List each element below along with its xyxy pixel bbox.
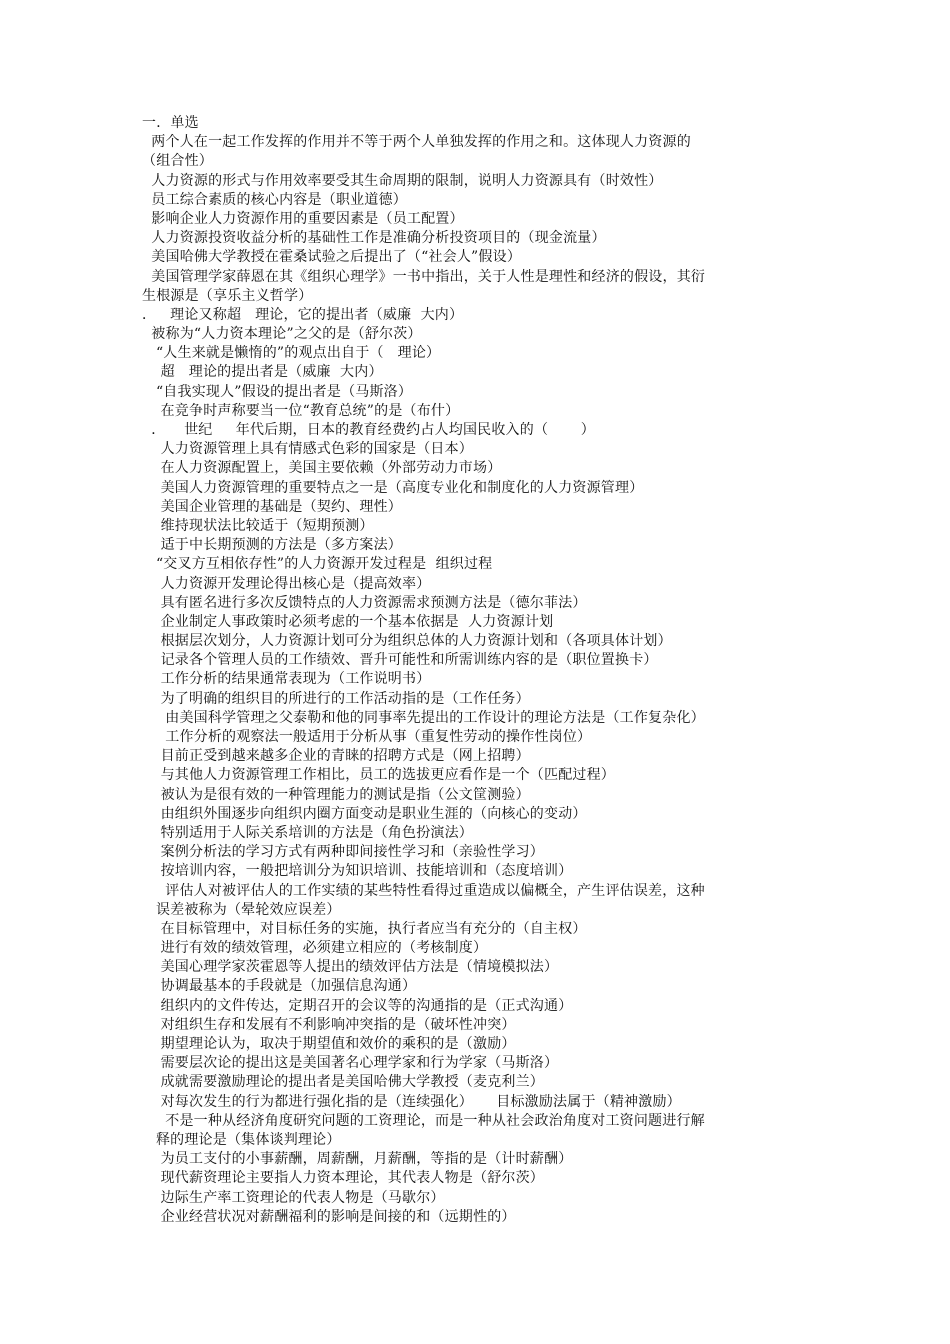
question-line: 边际生产率工资理论的代表人物是（马歇尔） (142, 1189, 445, 1206)
question-line: 协调最基本的手段就是（加强信息沟通） (142, 978, 417, 995)
question-line: 记录各个管理人员的工作绩效、晋升可能性和所需训练内容的是（职位置换卡） (142, 652, 658, 669)
question-line: 现代薪资理论主要指人力资本理论，其代表人物是（舒尔茨） (142, 1170, 544, 1187)
question-line: 适于中长期预测的方法是（多方案法） (142, 537, 402, 554)
question-line: 由组织外围逐步向组织内圈方面变动是职业生涯的（向核心的变动） (142, 805, 587, 822)
question-line: 在目标管理中，对目标任务的实施，执行者应当有充分的（自主权） (142, 920, 587, 937)
question-line: 超 理论的提出者是（威廉 大内） (142, 364, 383, 381)
question-line: 具有匿名进行多次反馈特点的人力资源需求预测方法是（德尔菲法） (142, 594, 587, 611)
question-line: 在人力资源配置上，美国主要依赖（外部劳动力市场） (142, 460, 502, 477)
section-heading: 一．单选 (142, 115, 199, 131)
question-line: 需要层次论的提出这是美国著名心理学家和行为学家（马斯洛） (142, 1055, 559, 1072)
question-line: 评估人对被评估人的工作实绩的某些特性看得过重造成以偏概全，产生评估误差，这种 (142, 882, 705, 899)
question-line: 对组织生存和发展有不利影响冲突指的是（破坏性冲突） (142, 1016, 516, 1033)
question-line: ． 世纪 年代后期，日本的教育经费约占人均国民收入的（ ） (142, 422, 595, 438)
question-line: （组合性） (142, 153, 213, 170)
question-line: 与其他人力资源管理工作相比，员工的选拔更应看作是一个（匹配过程） (142, 767, 615, 784)
question-line: 人力资源的形式与作用效率要受其生命周期的限制，说明人力资源具有（时效性） (142, 172, 663, 189)
question-line: 按培训内容，一般把培训分为知识培训、技能培训和（态度培训） (142, 863, 573, 880)
question-line: 不是一种从经济角度研究问题的工资理论，而是一种从社会政治角度对工资问题进行解 (142, 1112, 705, 1129)
question-line: 在竞争时声称要当一位“教育总统”的是（布什） (142, 402, 460, 419)
question-line: 维持现状法比较适于（短期预测） (142, 517, 374, 534)
question-line: 根据层次划分，人力资源计划可分为组织总体的人力资源计划和（各项具体计划） (142, 633, 672, 650)
document-body (142, 114, 810, 1227)
question-line: 企业经营状况对薪酬福利的影响是间接的和（远期性的） (142, 1208, 516, 1225)
question-line: 人力资源开发理论得出核心是（提高效率） (142, 575, 431, 592)
question-line: 美国企业管理的基础是（契约、理性） (142, 498, 402, 515)
question-line: 美国管理学家薛恩在其《组织心理学》一书中指出，关于人性是理性和经济的假设，其衍 (142, 268, 706, 285)
question-line: 为了明确的组织目的所进行的工作活动指的是（工作任务） (142, 690, 530, 707)
question-line: 对每次发生的行为都进行强化指的是（连续强化） 目标激励法属于（精神激励） (142, 1093, 681, 1110)
question-line: “人生来就是懒惰的”的观点出自于（ 理论） (142, 345, 441, 362)
question-line: 释的理论是（集体谈判理论） (142, 1131, 341, 1148)
question-line: 人力资源管理上具有情感式色彩的国家是（日本） (142, 441, 473, 458)
question-line: 企业制定人事政策时必须考虑的一个基本依据是 人力资源计划 (142, 613, 554, 630)
question-line: 误差被称为（晕轮效应误差） (142, 901, 341, 918)
question-line: 美国哈佛大学教授在霍桑试验之后提出了（“社会人”假设） (142, 249, 522, 266)
question-line: 由美国科学管理之父泰勒和他的同事率先提出的工作设计的理论方法是（工作复杂化） (142, 709, 705, 726)
question-line: 进行有效的绩效管理，必须建立相应的（考核制度） (142, 940, 488, 957)
question-line: 目前正受到越来越多企业的青睐的招聘方式是（网上招聘） (142, 748, 530, 765)
question-line: 生根源是（享乐主义哲学） (142, 287, 313, 304)
question-line: 工作分析的结果通常表现为（工作说明书） (142, 671, 431, 688)
question-line: 工作分析的观察法一般适用于分析从事（重复性劳动的操作性岗位） (142, 729, 592, 745)
question-line: 员工综合素质的核心内容是（职业道德） (142, 191, 407, 208)
question-line: 组织内的文件传达，定期召开的会议等的沟通指的是（正式沟通） (142, 997, 573, 1014)
question-line: 案例分析法的学习方式有两种即间接性学习和（亲验性学习） (142, 844, 544, 861)
question-line: ． 理论又称超 理论，它的提出者（威廉 大内） (142, 306, 464, 323)
question-line: 为员工支付的小事薪酬，周薪酬，月薪酬，等指的是（计时薪酬） (142, 1151, 573, 1168)
question-line: “交叉方互相依存性”的人力资源开发过程是 组织过程 (142, 556, 493, 573)
question-line: 被认为是很有效的一种管理能力的测试是指（公文筐测验） (142, 786, 530, 803)
question-line: 成就需要激励理论的提出者是美国哈佛大学教授（麦克利兰） (142, 1074, 544, 1091)
question-line: 影响企业人力资源作用的重要因素是（员工配置） (142, 210, 464, 227)
question-line: 两个人在一起工作发挥的作用并不等于两个人单独发挥的作用之和。这体现人力资源的 (142, 134, 691, 151)
question-line: 被称为“人力资本理论”之父的是（舒尔茨） (142, 326, 422, 343)
question-line: 人力资源投资收益分析的基础性工作是准确分析投资项目的（现金流量） (142, 230, 606, 247)
question-line: “自我实现人”假设的提出者是（马斯洛） (142, 383, 413, 400)
question-line: 美国人力资源管理的重要特点之一是（高度专业化和制度化的人力资源管理） (142, 479, 644, 496)
question-line: 特别适用于人际关系培训的方法是（角色扮演法） (142, 824, 473, 841)
question-line: 期望理论认为，取决于期望值和效价的乘积的是（激励） (142, 1036, 516, 1052)
question-line: 美国心理学家茨霍恩等人提出的绩效评估方法是（情境模拟法） (142, 959, 559, 976)
